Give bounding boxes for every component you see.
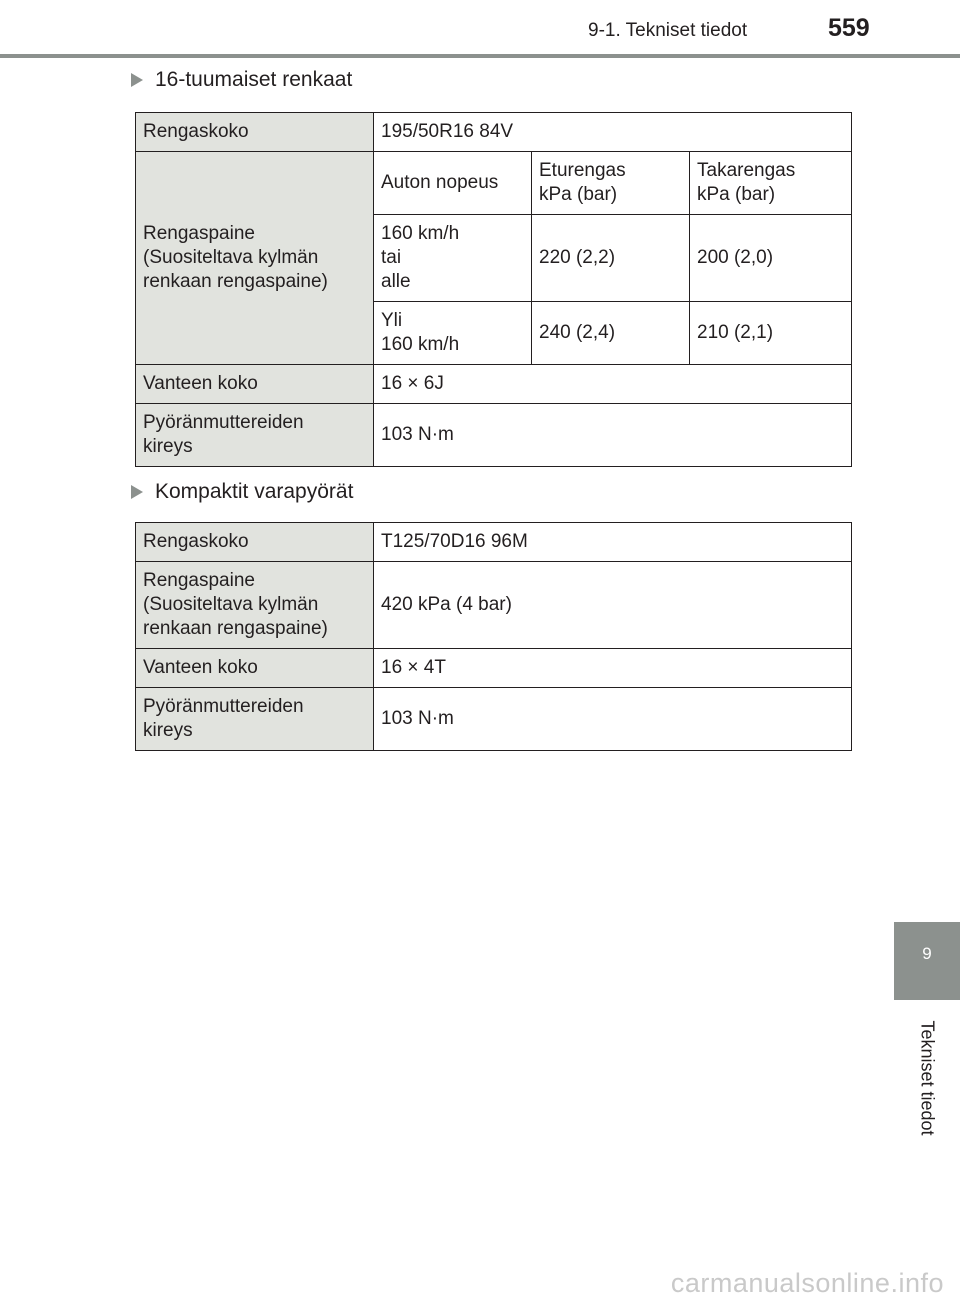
rim-size-label: Vanteen koko — [136, 365, 374, 404]
speed-value: 160 km/h tai alle — [374, 215, 532, 302]
table-row — [136, 113, 852, 152]
wheel-nut-torque-label: Pyöränmuttereiden kireys — [136, 688, 374, 751]
front-pressure-value: 240 (2,4) — [532, 302, 690, 365]
tire-size-value: T125/70D16 96M — [374, 523, 852, 562]
chapter-number: 9 — [922, 944, 932, 963]
rim-size-value: 16 × 4T — [374, 649, 852, 688]
watermark: carmanualsonline.info — [670, 1268, 944, 1298]
section-heading-compact-spare — [131, 480, 353, 504]
rear-pressure-value: 210 (2,1) — [690, 302, 852, 365]
table-row — [136, 649, 852, 688]
tire-size-value: 195/50R16 84V — [374, 113, 852, 152]
tire-pressure-label: Rengaspaine (Suositeltava kylmän renkaan rengaspaine) — [136, 152, 374, 365]
wheel-nut-torque-value: 103 N·m — [374, 688, 852, 751]
wheel-nut-torque-label: Pyöränmuttereiden kireys — [136, 404, 374, 467]
section-heading-16-inch — [131, 68, 352, 92]
rim-size-value: 16 × 6J — [374, 365, 852, 404]
section-heading-text: 16-tuumaiset renkaat — [155, 68, 353, 91]
front-pressure-value: 220 (2,2) — [532, 215, 690, 302]
table-row — [136, 404, 852, 467]
rear-tire-column-header: Takarengas kPa (bar) — [690, 152, 852, 215]
front-tire-column-header: Eturengas kPa (bar) — [532, 152, 690, 215]
wheel-nut-torque-value: 103 N·m — [374, 404, 852, 467]
chapter-title: Tekniset tiedot — [917, 1020, 938, 1136]
tire-size-label: Rengaskoko — [136, 523, 374, 562]
tire-spec-table-compact-spare — [135, 522, 852, 751]
tire-size-label: Rengaskoko — [136, 113, 374, 152]
rim-size-label: Vanteen koko — [136, 649, 374, 688]
table-row — [136, 688, 852, 751]
table-row — [136, 523, 852, 562]
table-row — [136, 562, 852, 649]
rear-pressure-value: 200 (2,0) — [690, 215, 852, 302]
page-number: 559 — [828, 14, 870, 42]
speed-column-header: Auton nopeus — [374, 152, 532, 215]
speed-value: Yli 160 km/h — [374, 302, 532, 365]
table-row — [136, 365, 852, 404]
tire-pressure-value: 420 kPa (4 bar) — [374, 562, 852, 649]
tire-spec-table-16-inch — [135, 112, 852, 467]
tire-pressure-label: Rengaspaine (Suositeltava kylmän renkaan rengaspaine) — [136, 562, 374, 649]
chapter-tab — [894, 922, 960, 1000]
header-divider — [0, 54, 960, 58]
section-heading-text: Kompaktit varapyörät — [155, 480, 354, 503]
table-row — [136, 152, 852, 215]
section-title: 9-1. Tekniset tiedot — [588, 20, 748, 41]
triangle-bullet-icon — [131, 73, 143, 87]
triangle-bullet-icon — [131, 485, 143, 499]
